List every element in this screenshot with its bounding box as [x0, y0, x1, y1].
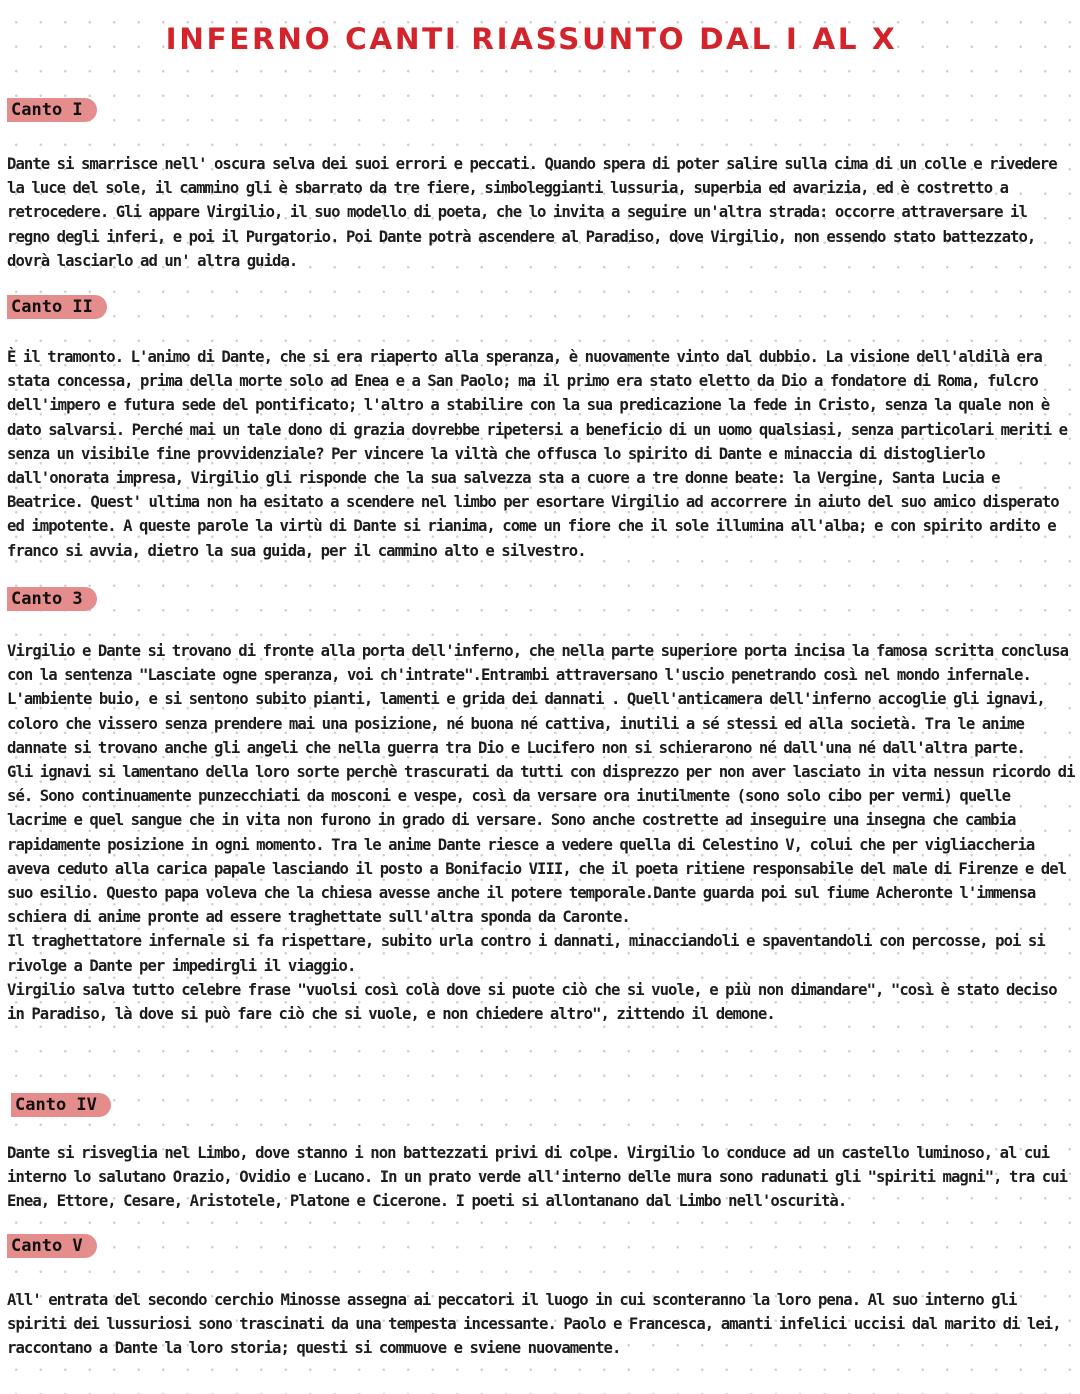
page-title: INFERNO CANTI RIASSUNTO DAL I AL X — [165, 22, 898, 56]
canto-text: All' entrata del secondo cerchio Minosse assegna ai peccatori il luogo in cui sconteranno la loro pena. Al suo interno gli spiriti dei lussuriosi sono trascinati da una tempesta incessante. Paolo e Francesca, amanti infelici uccisi dal marito di lei, raccontano a Dante la loro storia; questi si commuove e sviene nuovamente. — [7, 1291, 1061, 1358]
canto-section — [7, 98, 1075, 270]
canto-section — [7, 295, 1075, 560]
canto-section — [7, 587, 1075, 1024]
canto-section — [7, 1093, 1075, 1211]
canto-label: Canto 3 — [7, 587, 97, 611]
canto-label: Canto IV — [11, 1093, 111, 1117]
canto-label: Canto V — [7, 1234, 97, 1258]
canto-text: Dante si risveglia nel Limbo, dove stanno i non battezzati privi di colpe. Virgilio lo conduce ad un castello luminoso, al cui interno lo salutano Orazio, Ovidio e Lucano. In un prato verde all'interno delle mura sono radunati gli "spiriti magni", tra cui Enea, Ettore, Cesare, Aristotele, Platone e Cicerone. I poeti si allontanano dal Limbo nell'oscurità. — [7, 1144, 1068, 1211]
canto-label: Canto II — [7, 295, 107, 319]
canto-section — [7, 1234, 1075, 1358]
canto-text: Virgilio e Dante si trovano di fronte alla porta dell'inferno, che nella parte superiore porta incisa la famosa scritta conclusa con la sentenza "Lasciate ogne speranza, voi ch'intrate".Entrambi attraversano l'uscio penetrando così nel mondo infernale. L'ambiente buio, e si sentono subito pianti, lamenti e grida dei dannati . Quell'anticamera dell'inferno accoglie gli ignavi, coloro che vissero senza prendere mai una posizione, né buona né cattiva, inutili a sé stessi ed alla società. Tra le anime dannate si trovano anche gli angeli che nella guerra tra Dio e Lucifero non si schierarono né dall'una né dall'altra parte. Gli ignavi si lamentano della loro sorte perchè trascurati da tutti con disprezzo per non aver lasciato in vita nessun ricordo di sé. Sono continuamente punzecchiati da mosconi e vespe, così da versare ora inutilmente (sono solo cibo per vermi) quelle lacrime e quel sangue che in vita non furono in grado di versare. Sono anche costrette ad inseguire una insegna che cambia rapidamente posizione in ogni momento. Tra le anime Dante riesce a vedere quella di Celestino V, colui che per vigliaccheria aveva ceduto alla carica papale lasciando il posto a Bonifacio VIII, che il poeta ritiene responsabile del male di Firenze e del suo esilio. Questo papa voleva che la chiesa avesse anche il potere temporale.Dante guarda poi sul fiume Acheronte l'immensa schiera di anime pronte ad essere traghettate sull'altra sponda da Caronte. Il traghettatore infernale si fa rispettare, subito urla contro i dannati, minacciandoli e spaventandoli con percosse, poi si rivolge a Dante per impedirgli il viaggio. Virgilio salva tutto celebre frase "vuolsi così colà dove si puote ciò che si vuole, e più non dimandare", "così è stato deciso in Paradiso, là dove si può fare ciò che si vuole, e non chiedere altro", zittendo il demone. — [7, 642, 1075, 1024]
canto-text: Dante si smarrisce nell' oscura selva dei suoi errori e peccati. Quando spera di poter salire sulla cima di un colle e rivedere la luce del sole, il cammino gli è sbarrato da tre fiere, simboleggianti lussuria, superbia ed avarizia, ed è costretto a retrocedere. Gli appare Virgilio, il suo modello di poeta, che lo invita a seguire un'altra strada: occorre attraversare il regno degli inferi, e poi il Purgatorio. Poi Dante potrà ascendere al Paradiso, dove Virgilio, non essendo stato battezzato, dovrà lasciarlo ad un' altra guida. — [7, 155, 1057, 270]
canto-label: Canto I — [7, 98, 97, 122]
canto-text: È il tramonto. L'animo di Dante, che si era riaperto alla speranza, è nuovamente vinto dal dubbio. La visione dell'aldilà era stata concessa, prima della morte solo ad Enea e a San Paolo; ma il primo era stato eletto da Dio a fondatore di Roma, fulcro dell'impero e futura sede del pontificato; l'altro a stabilire con la sua predicazione la fede in Cristo, senza la quale non è dato salvarsi. Perché mai un tale dono di grazia dovrebbe ripetersi a beneficio di un uomo qualsiasi, senza particolari meriti e senza un visibile fine provvidenziale? Per vincere la viltà che offusca lo spirito di Dante e minaccia di distoglierlo dall'onorata impresa, Virgilio gli risponde che la sua salvezza sta a cuore a tre donne beate: la Vergine, Santa Lucia e Beatrice. Quest' ultima non ha esitato a scendere nel limbo per esortare Virgilio ad accorrere in aiuto del suo amico disperato ed impotente. A queste parole la virtù di Dante si rianima, come un fiore che il sole illumina all'alba; e con spirito ardito e franco si avvia, dietro la sua guida, per il cammino alto e silvestro. — [7, 348, 1068, 560]
